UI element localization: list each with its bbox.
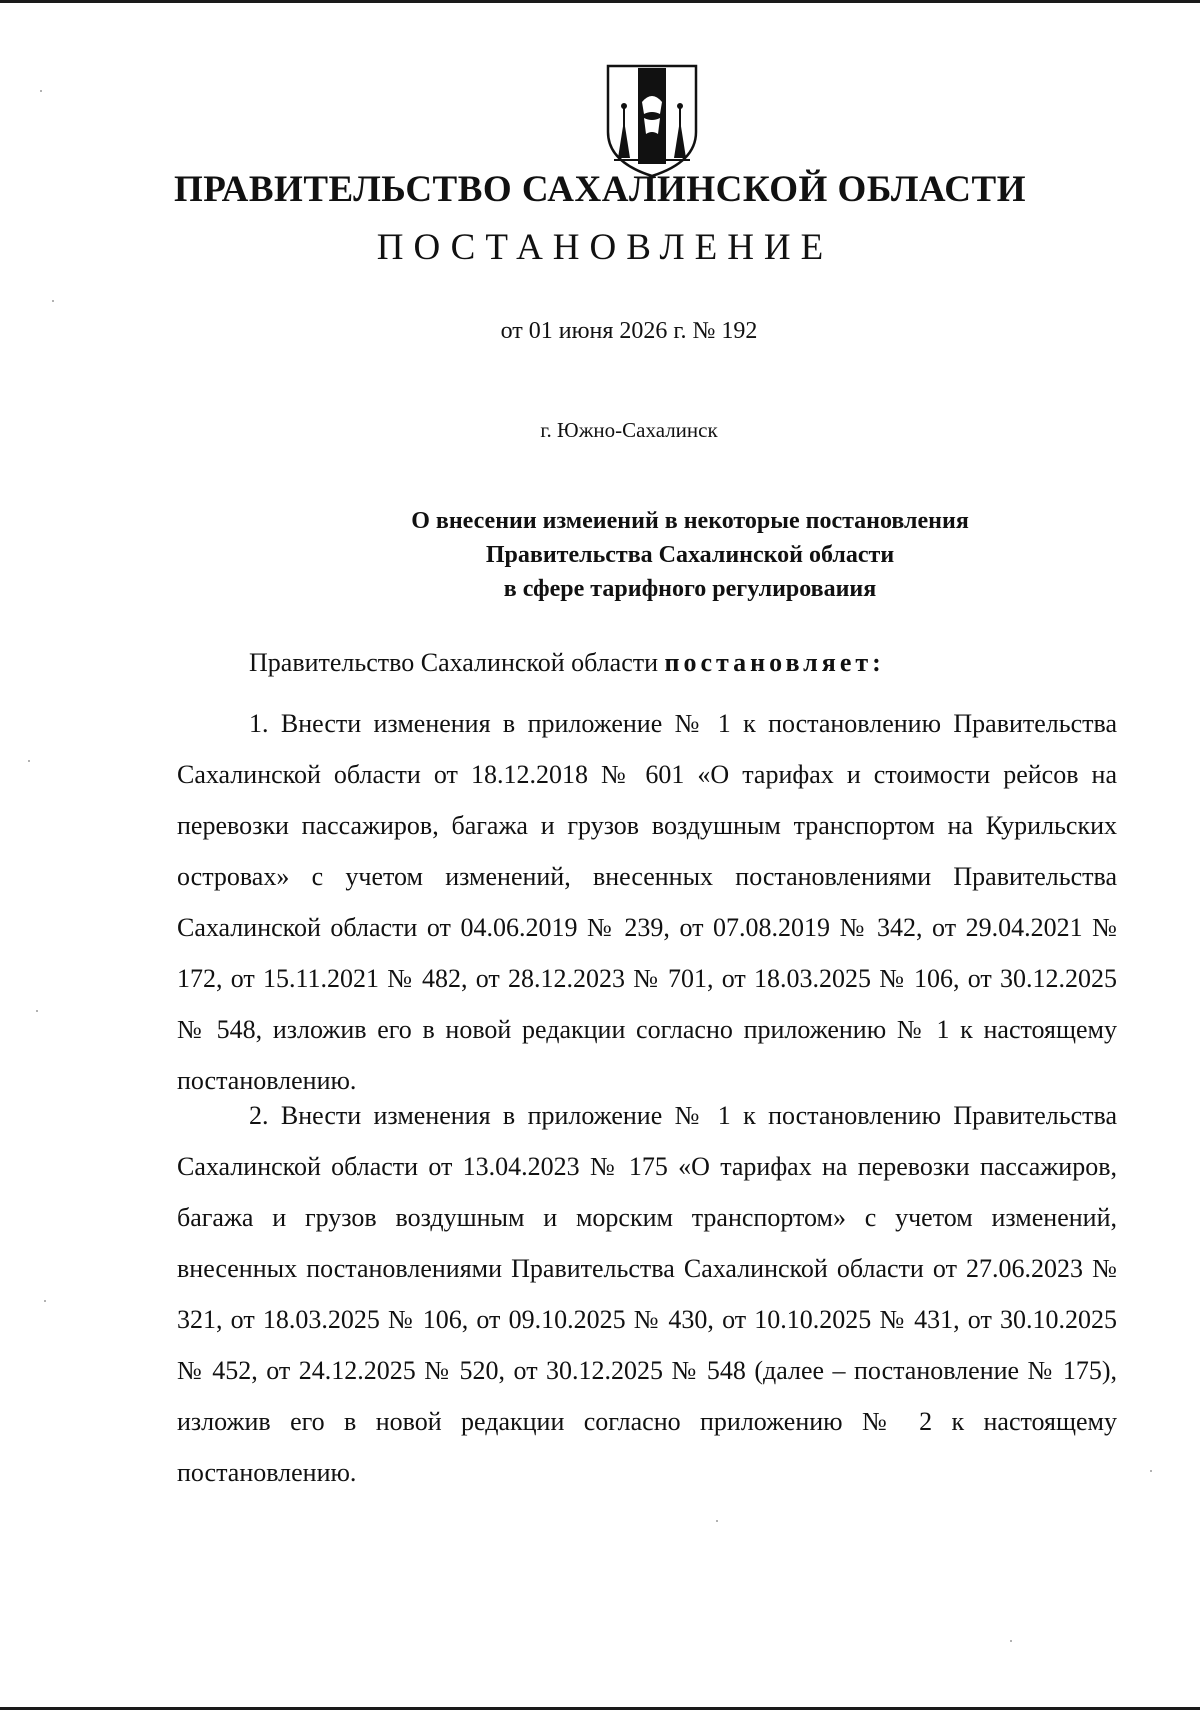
document-title-line-1: О внесении измеиений в некоторые постановления — [411, 508, 969, 534]
scan-speck — [28, 760, 30, 762]
scan-speck — [1010, 1640, 1012, 1642]
scan-speck — [36, 1010, 38, 1012]
document-date-number: от 01 июня 2026 г. № 192 — [500, 318, 758, 344]
scan-speck — [40, 90, 42, 92]
paragraph-2: 2. Внести изменения в приложение № 1 к постановлению Правительства Сахалинской области от 13.04.2023 № 175 «О тарифах на перевозки пассажиров, багажа и грузов воздушным и морским транспортом» с учетом изменений, внесенных постановлениями Правительства Сахалинской области от 27.06.2023 № 321, от 18.03.2025 № 106, от 09.10.2025 № 430, от 10.10.2025 № 431, от 30.10.2025 № 452, от 24.12.2025 № 520, от 30.12.2025 № 548 (далее – постановление № 175), изложив его в новой редакции согласно приложению № 2 к настоящему постановлению. — [177, 1101, 1117, 1487]
coat-of-arms-icon — [604, 62, 700, 180]
scan-top-edge — [0, 0, 1200, 3]
scan-speck — [716, 1520, 718, 1522]
document-city: г. Южно-Сахалинск — [540, 418, 718, 442]
resolution-intro-prefix: Правительство Сахалинской области — [249, 648, 665, 677]
scan-speck — [1150, 1470, 1152, 1472]
paragraph-1: 1. Внести изменения в приложение № 1 к постановлению Правительства Сахалинской области от 18.12.2018 № 601 «О тарифах и стоимости рейсов на перевозки пассажиров, багажа и грузов воздушным транспортом на Курильских островах» с учетом изменений, внесенных постановлениями Правительства Сахалинской области от 04.06.2019 № 239, от 07.08.2019 № 342, от 29.04.2021 № 172, от 15.11.2021 № 482, от 28.12.2023 № 701, от 18.03.2025 № 106, от 30.12.2025 № 548, изложив его в новой редакции согласно приложению № 1 к настоящему постановлению. — [177, 709, 1117, 1095]
resolution-intro — [249, 648, 885, 678]
scan-speck — [44, 1300, 46, 1302]
organization-name: ПРАВИТЕЛЬСТВО САХАЛИНСКОЙ ОБЛАСТИ — [174, 169, 1026, 210]
scan-speck — [52, 300, 54, 302]
document-title-line-3: в сфере тарифного регулироваиия — [503, 576, 877, 602]
document-type: ПОСТАНОВЛЕНИЕ — [376, 227, 834, 268]
document-title-line-2: Правительства Сахалинской области — [485, 542, 895, 568]
resolution-verb: постановляет: — [664, 648, 885, 677]
